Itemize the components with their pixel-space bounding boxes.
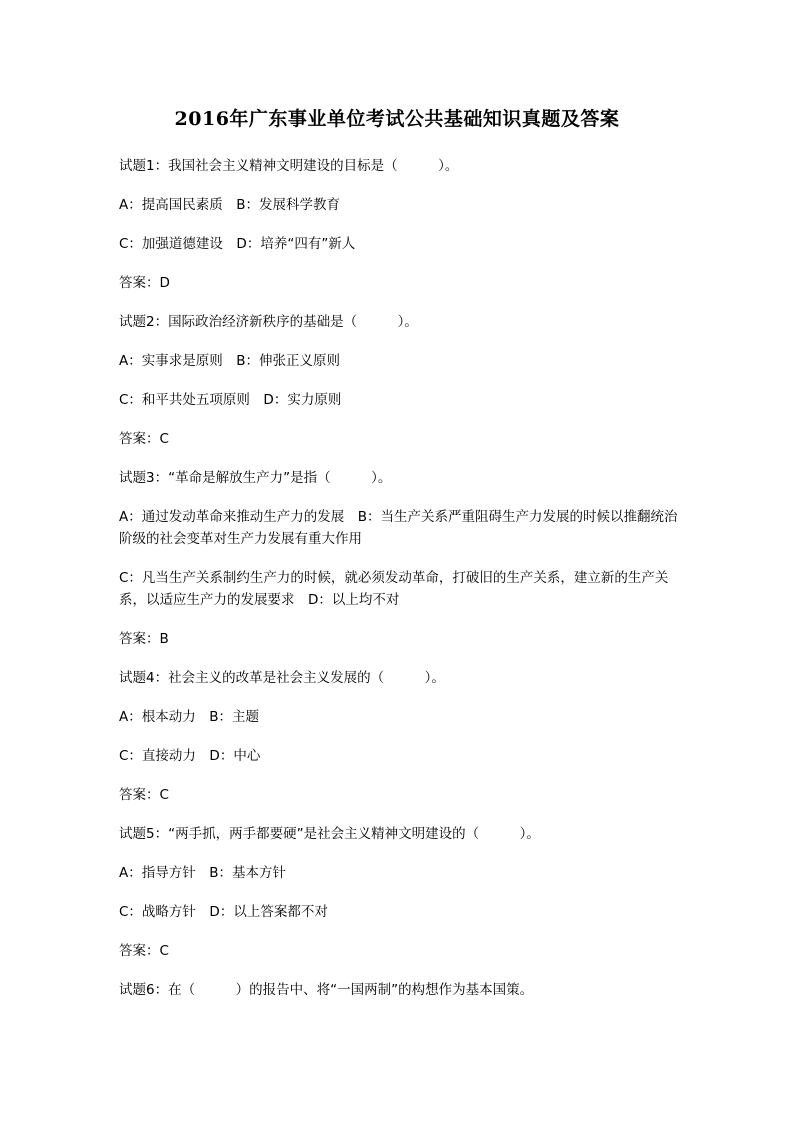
document-body: [119, 155, 681, 1018]
question-1-answer: 答案：D: [119, 275, 170, 291]
question-2-options-ab: A：实事求是原则 B：伸张正义原则: [119, 353, 340, 369]
question-3-options-cd: C：凡当生产关系制约生产力的时候，就必须发动革命，打破旧的生产关系，建立新的生产关系，以适应生产力的发展要求 D：以上均不对: [119, 570, 669, 608]
question-4-answer: 答案：C: [119, 787, 169, 803]
question-1-options-ab: A：提高国民素质 B：发展科学教育: [119, 197, 340, 213]
question-1-options-cd: C：加强道德建设 D：培养“四有”新人: [119, 236, 356, 252]
question-5-answer: 答案：C: [119, 943, 169, 959]
document-title: 2016年广东事业单位考试公共基础知识真题及答案: [174, 108, 620, 130]
question-5-options-cd: C：战略方针 D：以上答案都不对: [119, 904, 328, 920]
question-4-options-cd: C：直接动力 D：中心: [119, 748, 261, 764]
question-5-options-ab: A：指导方针 B：基本方针: [119, 865, 286, 881]
question-2-options-cd: C：和平共处五项原则 D：实力原则: [119, 392, 342, 408]
question-2-answer: 答案：C: [119, 431, 169, 447]
question-4-options-ab: A：根本动力 B：主题: [119, 709, 259, 725]
question-6: 试题6：在（ ）的报告中、将“一国两制”的构想作为基本国策。: [119, 982, 534, 998]
question-4: 试题4：社会主义的改革是社会主义发展的（ ）。: [119, 670, 445, 686]
question-5: 试题5：“两手抓，两手都要硬”是社会主义精神文明建设的（ ）。: [119, 826, 540, 842]
question-3: 试题3：“革命是解放生产力”是指（ ）。: [119, 470, 392, 486]
question-3-answer: 答案：B: [119, 631, 169, 647]
question-2: 试题2：国际政治经济新秩序的基础是（ ）。: [119, 314, 418, 330]
question-3-options-ab: A：通过发动革命来推动生产力的发展 B：当生产关系严重阻碍生产力发展的时候以推翻统治阶级的社会变革对生产力发展有重大作用: [119, 509, 678, 547]
question-1: 试题1：我国社会主义精神文明建设的目标是（ ）。: [119, 158, 459, 174]
